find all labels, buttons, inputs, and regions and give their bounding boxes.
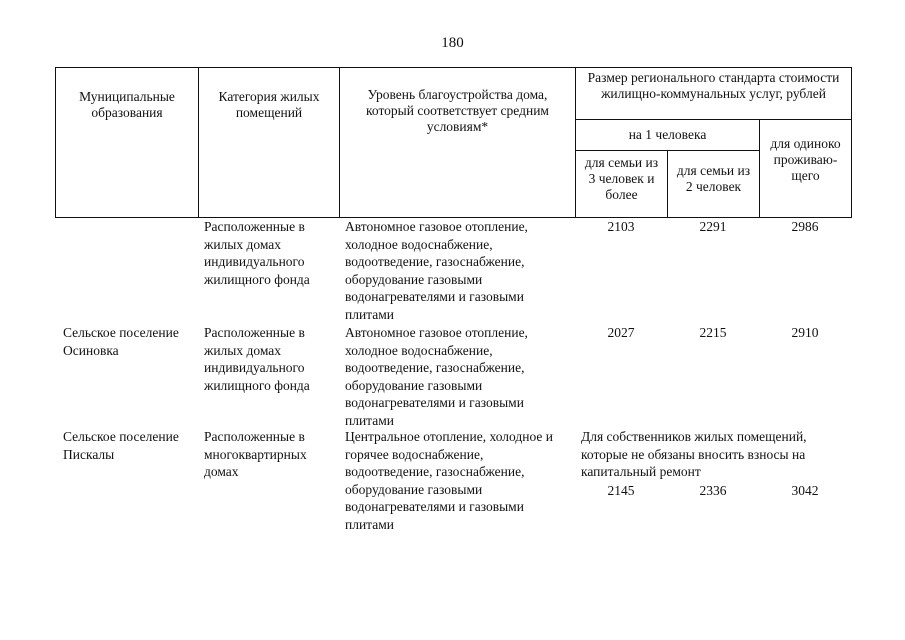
cell-note: Для собственников жилых помещений, которые не обязаны вносить взносы на капитальный ремонт (581, 429, 807, 479)
cell-single: 2910 (791, 325, 819, 340)
cell-comfort-level: Центральное отопление, холодное и горячее водоснабжение, водоотведение, газоснабжение, оборудование газовыми водонагревателями и газовыми плитами (345, 429, 553, 532)
header-family-3: для семьи из 3 человек и более (576, 151, 668, 218)
cell-family-2: 2215 (699, 325, 727, 340)
cell-single: 2986 (791, 219, 819, 234)
cell-category: Расположенные в жилых домах индивидуального жилищного фонда (204, 325, 310, 393)
table-header (55, 67, 852, 218)
cell-values-group (575, 428, 851, 548)
cell-comfort-level: Автономное газовое отопление, холодное водоснабжение, водоотведение, газоснабжение, оборудование газовыми водонагревателями и газовыми плитами (345, 219, 528, 322)
table-row (55, 322, 851, 428)
cell-category: Расположенные в многоквартирных домах (204, 429, 307, 479)
cell-municipality: Сельское поселение Пискалы (63, 429, 179, 462)
cell-municipality (55, 218, 198, 323)
cell-comfort-level: Автономное газовое отопление, холодное водоснабжение, водоотведение, газоснабжение, оборудование газовыми водонагревателями и газовыми плитами (345, 325, 528, 428)
header-standard-size: Размер регионального стандарта стоимости жилищно-коммунальных услуг, рублей (576, 68, 852, 120)
cell-family-3: 2027 (607, 325, 635, 340)
cell-family-3: 2103 (607, 219, 635, 234)
cell-single: 3042 (791, 482, 819, 498)
header-category: Категория жилых помещений (199, 68, 340, 218)
header-per-person: на 1 человека (576, 120, 760, 151)
header-single-resident: для одиноко проживаю-щего (760, 120, 852, 218)
cell-family-2: 2291 (699, 219, 727, 234)
table-row (55, 218, 851, 322)
table-body (55, 218, 851, 548)
header-comfort-level: Уровень благоустройства дома, который соответствует средним условиям* (340, 68, 576, 218)
header-municipality: Муниципальные образования (56, 68, 199, 218)
cell-category: Расположенные в жилых домах индивидуального жилищного фонда (204, 219, 310, 287)
cell-municipality: Сельское поселение Осиновка (63, 325, 179, 358)
header-family-2: для семьи из 2 человек (668, 151, 760, 218)
cell-values (575, 482, 851, 500)
page-number: 180 (441, 35, 464, 51)
table-row (55, 428, 851, 548)
cell-family-2: 2336 (699, 482, 727, 498)
cell-family-3: 2145 (607, 482, 635, 498)
